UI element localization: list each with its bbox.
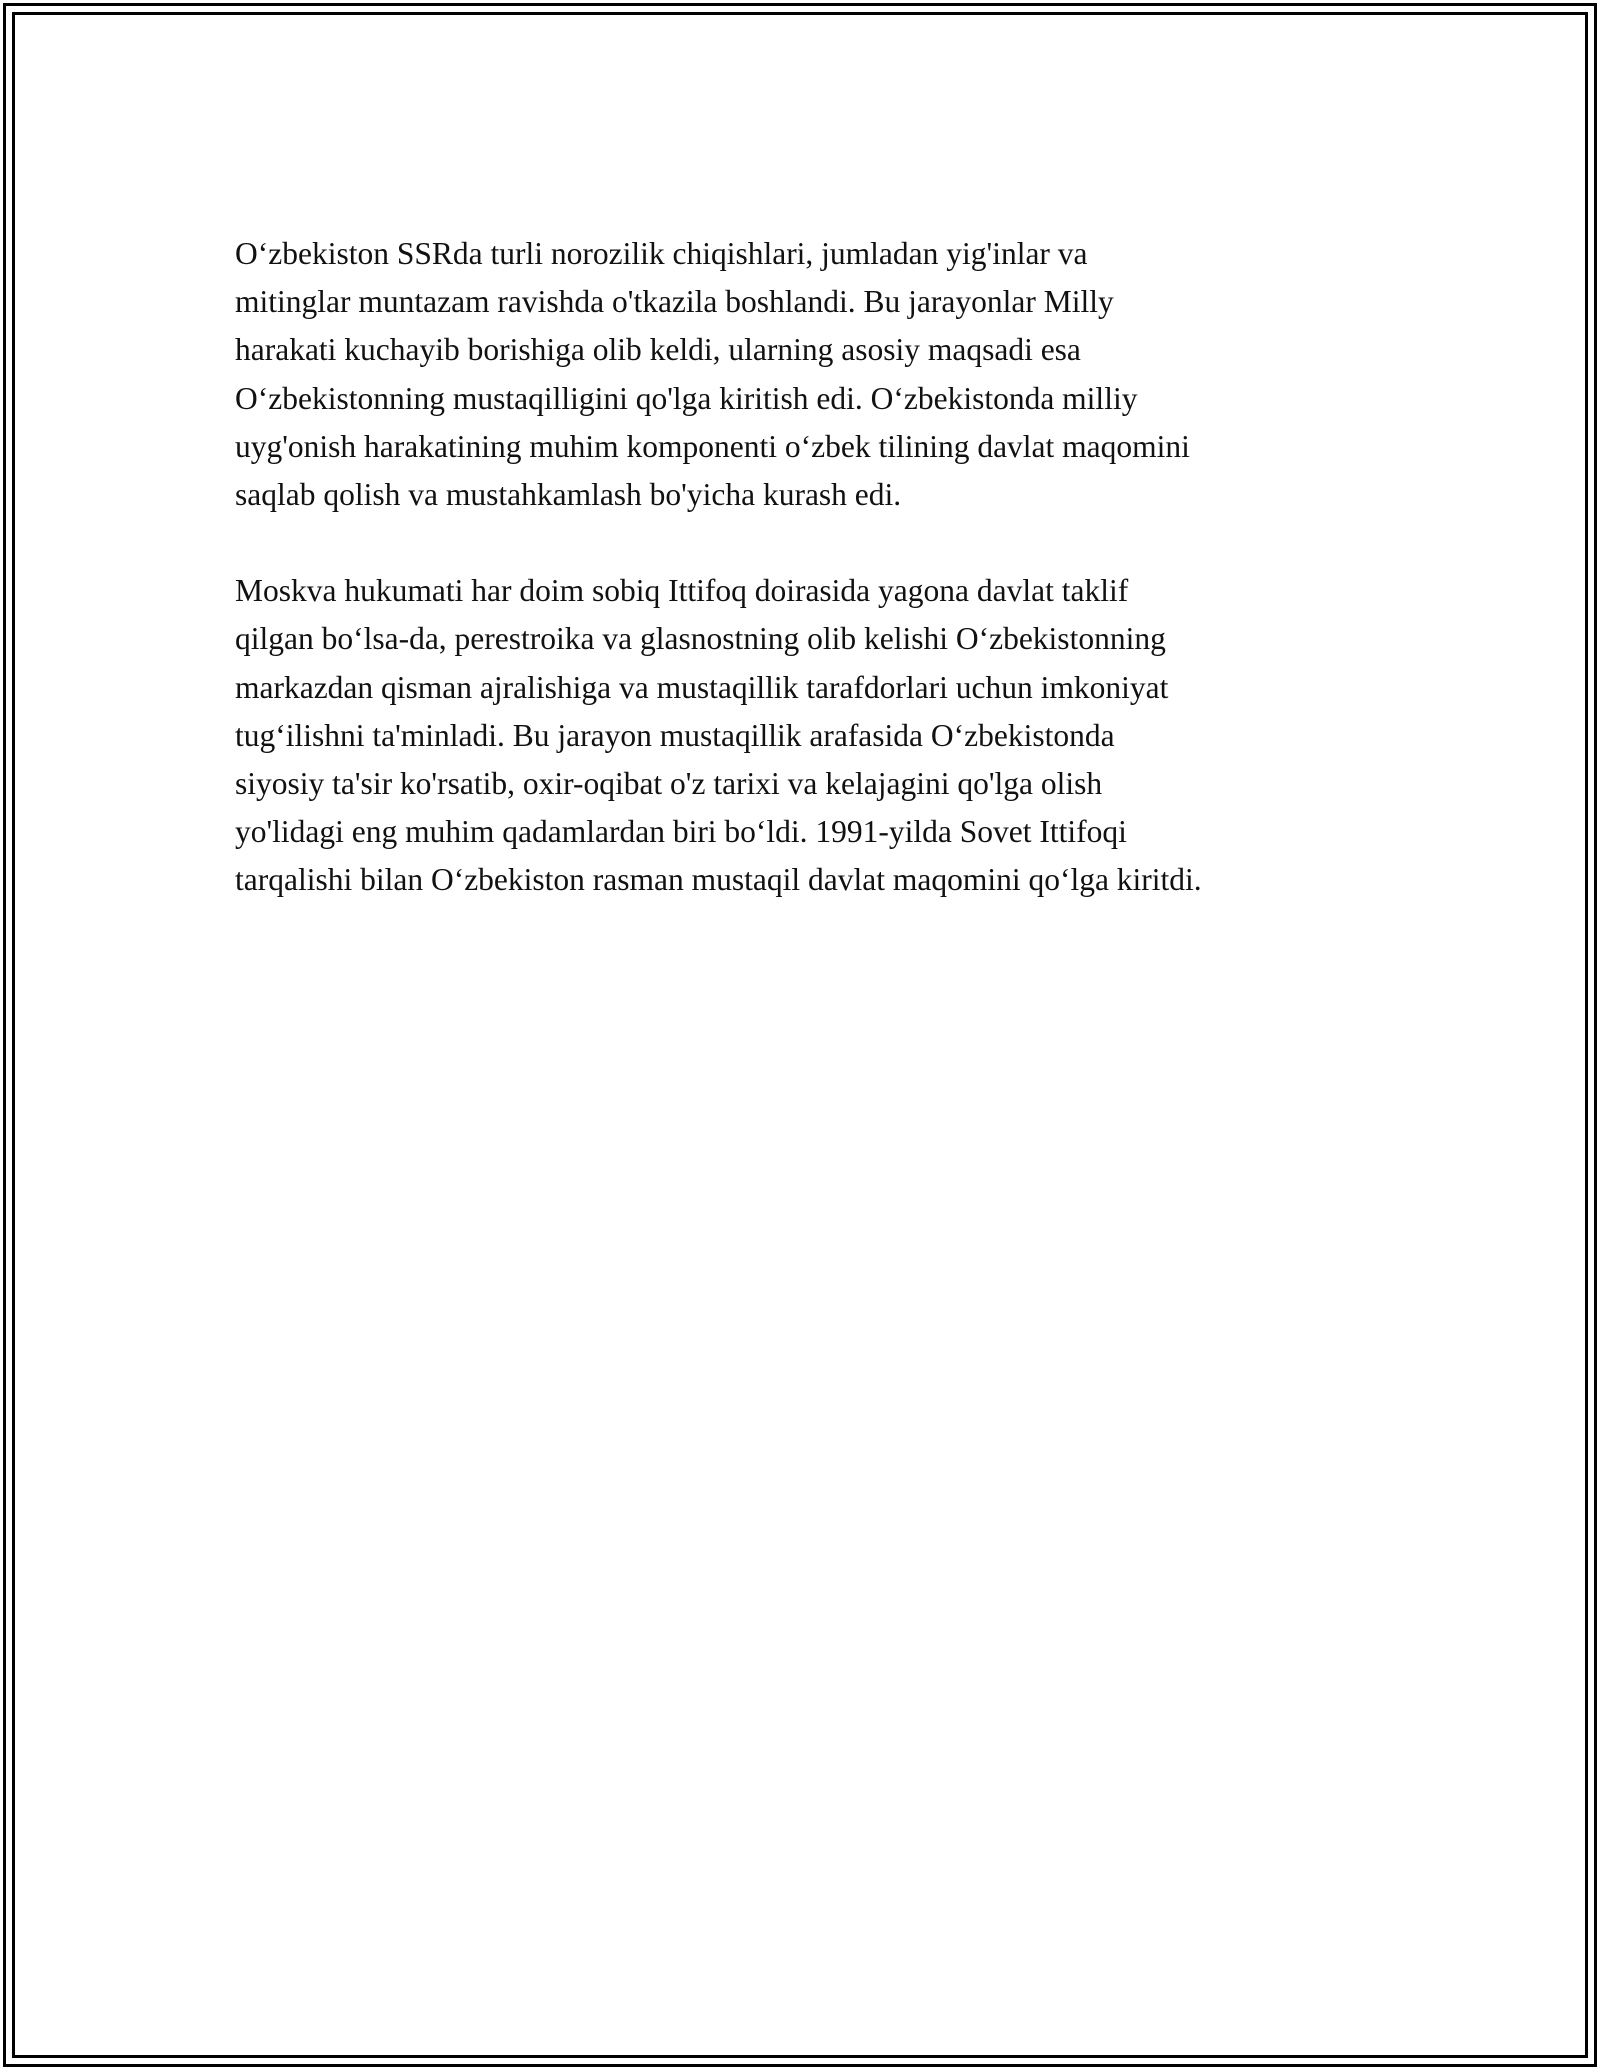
paragraph-1 [235,230,1385,519]
paragraph-2 [235,567,1385,904]
document-body [235,230,1385,905]
text-line: siyosiy ta'sir ko'rsatib, oxir-oqibat o'z tarixi va kelajagini qo'lga olish [235,766,1103,802]
text-line: markazdan qisman ajralishiga va mustaqillik tarafdorlari uchun imkoniyat [235,669,1169,705]
text-line: mitinglar muntazam ravishda o'tkazila boshlandi. Bu jarayonlar Milly [235,284,1114,320]
text-line: harakati kuchayib borishiga olib keldi, ularning asosiy maqsadi esa [235,332,1081,368]
text-line: saqlab qolish va mustahkamlash bo'yicha kurash edi. [235,477,902,513]
text-line: O‘zbekistonning mustaqilligini qo'lga kiritish edi. O‘zbekistonda milliy [235,380,1138,416]
text-line: yo'lidagi eng muhim qadamlardan biri bo‘ldi. 1991-yilda Sovet Ittifoqi [235,814,1127,850]
text-line: O‘zbekiston SSRda turli norozilik chiqishlari, jumladan yig'inlar va [235,236,1088,271]
text-line: qilgan bo‘lsa-da, perestroika va glasnostning olib kelishi O‘zbekistonning [235,621,1166,657]
text-line: tug‘ilishni ta'minladi. Bu jarayon mustaqillik arafasida O‘zbekistonda [235,717,1115,753]
text-line: Moskva hukumati har doim sobiq Ittifoq doirasida yagona davlat taklif [235,573,1129,609]
text-line: tarqalishi bilan O‘zbekiston rasman mustaqil davlat maqomini qo‘lga kiritdi. [235,862,1202,898]
text-line: uyg'onish harakatining muhim komponenti o‘zbek tilining davlat maqomini [235,428,1190,464]
